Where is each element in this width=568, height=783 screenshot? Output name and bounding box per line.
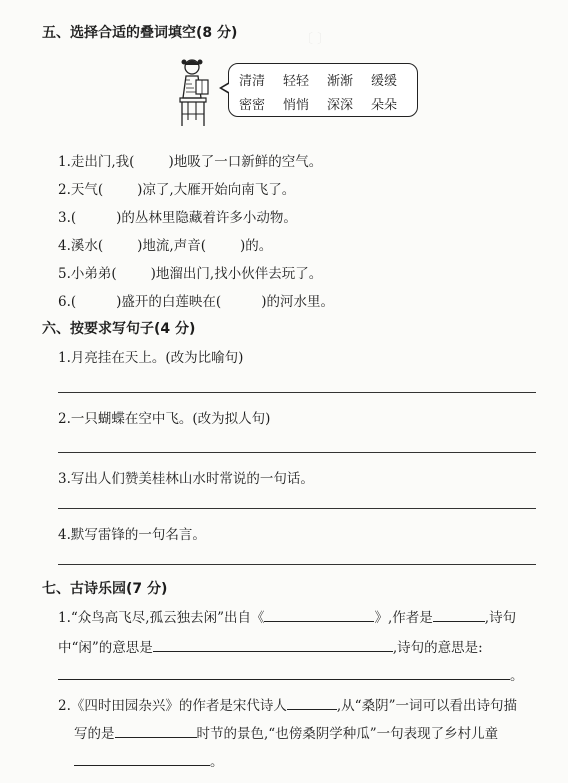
blank-poem-title[interactable] xyxy=(264,607,374,622)
answer-line-6-2[interactable] xyxy=(58,452,536,453)
blank-season[interactable] xyxy=(115,723,197,738)
blank-children-trait[interactable] xyxy=(74,751,210,766)
speech-bubble-tail-fill xyxy=(222,84,229,92)
blank-poem-meaning[interactable] xyxy=(58,665,510,680)
answer-line-6-4[interactable] xyxy=(58,564,536,565)
question-5-6: 6.( )盛开的白莲映在( )的河水里。 xyxy=(58,294,334,310)
blank-word-meaning[interactable] xyxy=(153,637,393,652)
word-option: 朵朵 xyxy=(371,98,398,113)
question-5-2: 2.天气( )凉了,大雁开始向南飞了。 xyxy=(58,182,296,198)
word-option: 清清 xyxy=(239,74,266,89)
word-choice-box xyxy=(228,63,418,117)
word-option: 渐渐 xyxy=(327,74,354,89)
question-7-2-line3: 。 xyxy=(74,750,224,770)
word-option: 悄悄 xyxy=(283,98,310,113)
question-5-1: 1.走出门,我( )地吸了一口新鲜的空气。 xyxy=(58,154,323,170)
section-6-title: 六、按要求写句子(4 分) xyxy=(42,321,196,337)
section-5-title: 五、选择合适的叠词填空(8 分) xyxy=(42,25,238,41)
question-7-1-line1: 1.“众鸟高飞尽,孤云独去闲”出自《 》,作者是 ,诗句 xyxy=(58,606,516,626)
blank-author[interactable] xyxy=(433,607,485,622)
question-7-1-line3: 。 xyxy=(58,664,524,684)
question-5-3: 3.( )的丛林里隐藏着许多小动物。 xyxy=(58,210,297,226)
answer-line-6-3[interactable] xyxy=(58,508,536,509)
question-7-1-line2: 中“闲”的意思是 ,诗句的意思是: xyxy=(58,636,483,656)
word-option: 缓缓 xyxy=(371,74,398,89)
question-5-5: 5.小弟弟( )地溜出门,找小伙伴去玩了。 xyxy=(58,266,323,282)
question-7-2-line1: 2.《四时田园杂兴》的作者是宋代诗人 ,从“桑阴”一词可以看出诗句描 xyxy=(58,694,517,714)
question-6-2: 2.一只蝴蝶在空中飞。(改为拟人句) xyxy=(58,411,271,427)
word-option: 密密 xyxy=(239,98,266,113)
word-option: 轻轻 xyxy=(283,74,310,89)
question-6-4: 4.默写雷锋的一句名言。 xyxy=(58,527,206,543)
question-5-4: 4.溪水( )地流,声音( )的。 xyxy=(58,238,273,254)
question-6-1: 1.月亮挂在天上。(改为比喻句) xyxy=(58,350,244,366)
section-7-title: 七、古诗乐园(7 分) xyxy=(42,581,168,597)
question-6-3: 3.写出人们赞美桂林山水时常说的一句话。 xyxy=(58,471,314,487)
bleed-through-text: 〔 〕 xyxy=(300,32,331,47)
blank-poet[interactable] xyxy=(287,695,337,710)
girl-reading-illustration xyxy=(174,56,214,128)
word-option: 深深 xyxy=(327,98,354,113)
answer-line-6-1[interactable] xyxy=(58,392,536,393)
question-7-2-line2: 写的是 时节的景色,“也傍桑阴学种瓜”一句表现了乡村儿童 xyxy=(74,722,498,742)
